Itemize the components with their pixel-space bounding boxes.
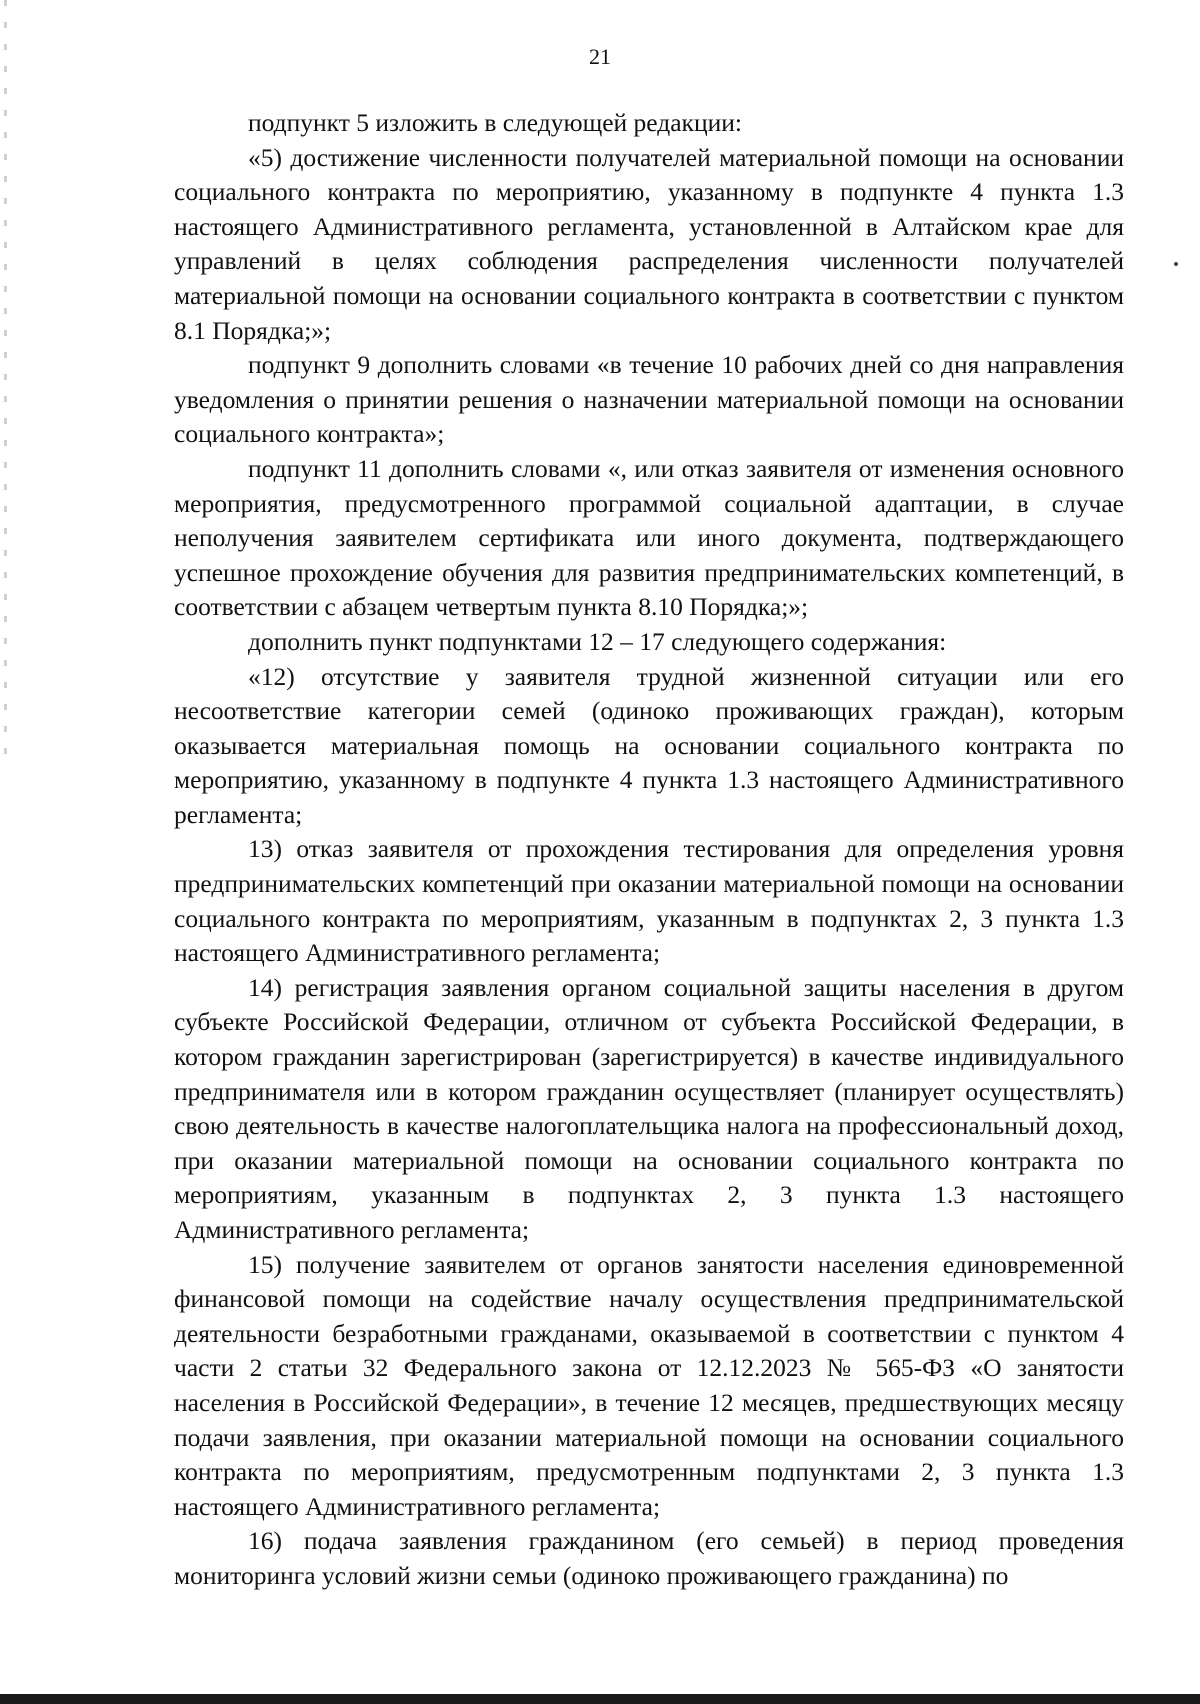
paragraph-item-16: 16) подача заявления гражданином (его семьей) в период проведения мониторинга условий жизни семьи (одиноко проживающего гражданина) по — [174, 1526, 1124, 1590]
document-body — [174, 106, 1124, 1594]
paragraph-subclause-9: подпункт 9 дополнить словами «в течение 10 рабочих дней со дня направления уведомления о принятии решения о назначении материальной помощи на основании социального контракта»; — [174, 350, 1124, 449]
paragraph-item-12: «12) отсутствие у заявителя трудной жизненной ситуации или его несоответствие категории семей (одиноко проживающих граждан), которым оказывается материальная помощь на основании социального контракта по мероприятию, указанному в подпункте 4 пункта 1.3 настоящего Административного регламента; — [174, 661, 1124, 829]
page-number: 21 — [589, 44, 611, 69]
paragraph-item-15: 15) получение заявителем от органов занятости населения единовременной финансовой помощи на содействие началу осуществления предпринимательской деятельности безработными гражданами, оказываемой в соответствии с пунктом 4 части 2 статьи 32 Федерального закона от 12.12.2023 № 565-ФЗ «О занятости населения в Российской Федерации», в течение 12 месяцев, предшествующих месяцу подачи заявления, при оказании материальной помощи на основании социального контракта по мероприятиям, предусмотренным подпунктами 2, 3 пункта 1.3 настоящего Административного регламента; — [174, 1249, 1124, 1521]
paragraph-item-14: 14) регистрация заявления органом социальной защиты населения в другом субъекте Российской Федерации, отличном от субъекта Российской Федерации, в котором гражданин зарегистрирован (зарегистрируется) в качестве индивидуального предпринимателя или в котором гражданин осуществляет (планирует осуществлять) свою деятельность в качестве налогоплательщика налога на профессиональный доход, при оказании материальной помощи на основании социального контракта по мероприятиям, указанным в подпунктах 2, 3 пункта 1.3 настоящего Административного регламента; — [174, 972, 1124, 1244]
paragraph-subclause-5-intro: подпункт 5 изложить в следующей редакции: — [248, 108, 742, 137]
paragraph-item-13: 13) отказ заявителя от прохождения тестирования для определения уровня предпринимательских компетенций при оказании материальной помощи на основании социального контракта по мероприятиям, указанным в подпунктах 2, 3 пункта 1.3 настоящего Административного регламента; — [174, 834, 1124, 968]
scan-margin-marks — [4, 0, 7, 760]
paragraph-item-5: «5) достижение численности получателей материальной помощи на основании социального контракта по мероприятию, указанному в подпункте 4 пункта 1.3 настоящего Административного регламента, установленной в Алтайском крае для управлений в целях соблюдения распределения численности получателей материальной помощи на основании социального контракта в соответствии с пунктом 8.1 Порядка;»; — [174, 142, 1124, 345]
bottom-scan-edge — [0, 1694, 1200, 1704]
paragraph-add-subclauses: дополнить пункт подпунктами 12 – 17 следующего содержания: — [248, 626, 947, 656]
paragraph-subclause-11: подпункт 11 дополнить словами «, или отказ заявителя от изменения основного мероприятия, предусмотренного программой социальной адаптации, в случае неполучения заявителем сертификата или иного документа, подтверждающего успешное прохождение обучения для развития предпринимательских компетенций, в соответствии с абзацем четвертым пункта 8.10 Порядка;»; — [174, 453, 1124, 622]
scan-speck — [1174, 262, 1178, 266]
